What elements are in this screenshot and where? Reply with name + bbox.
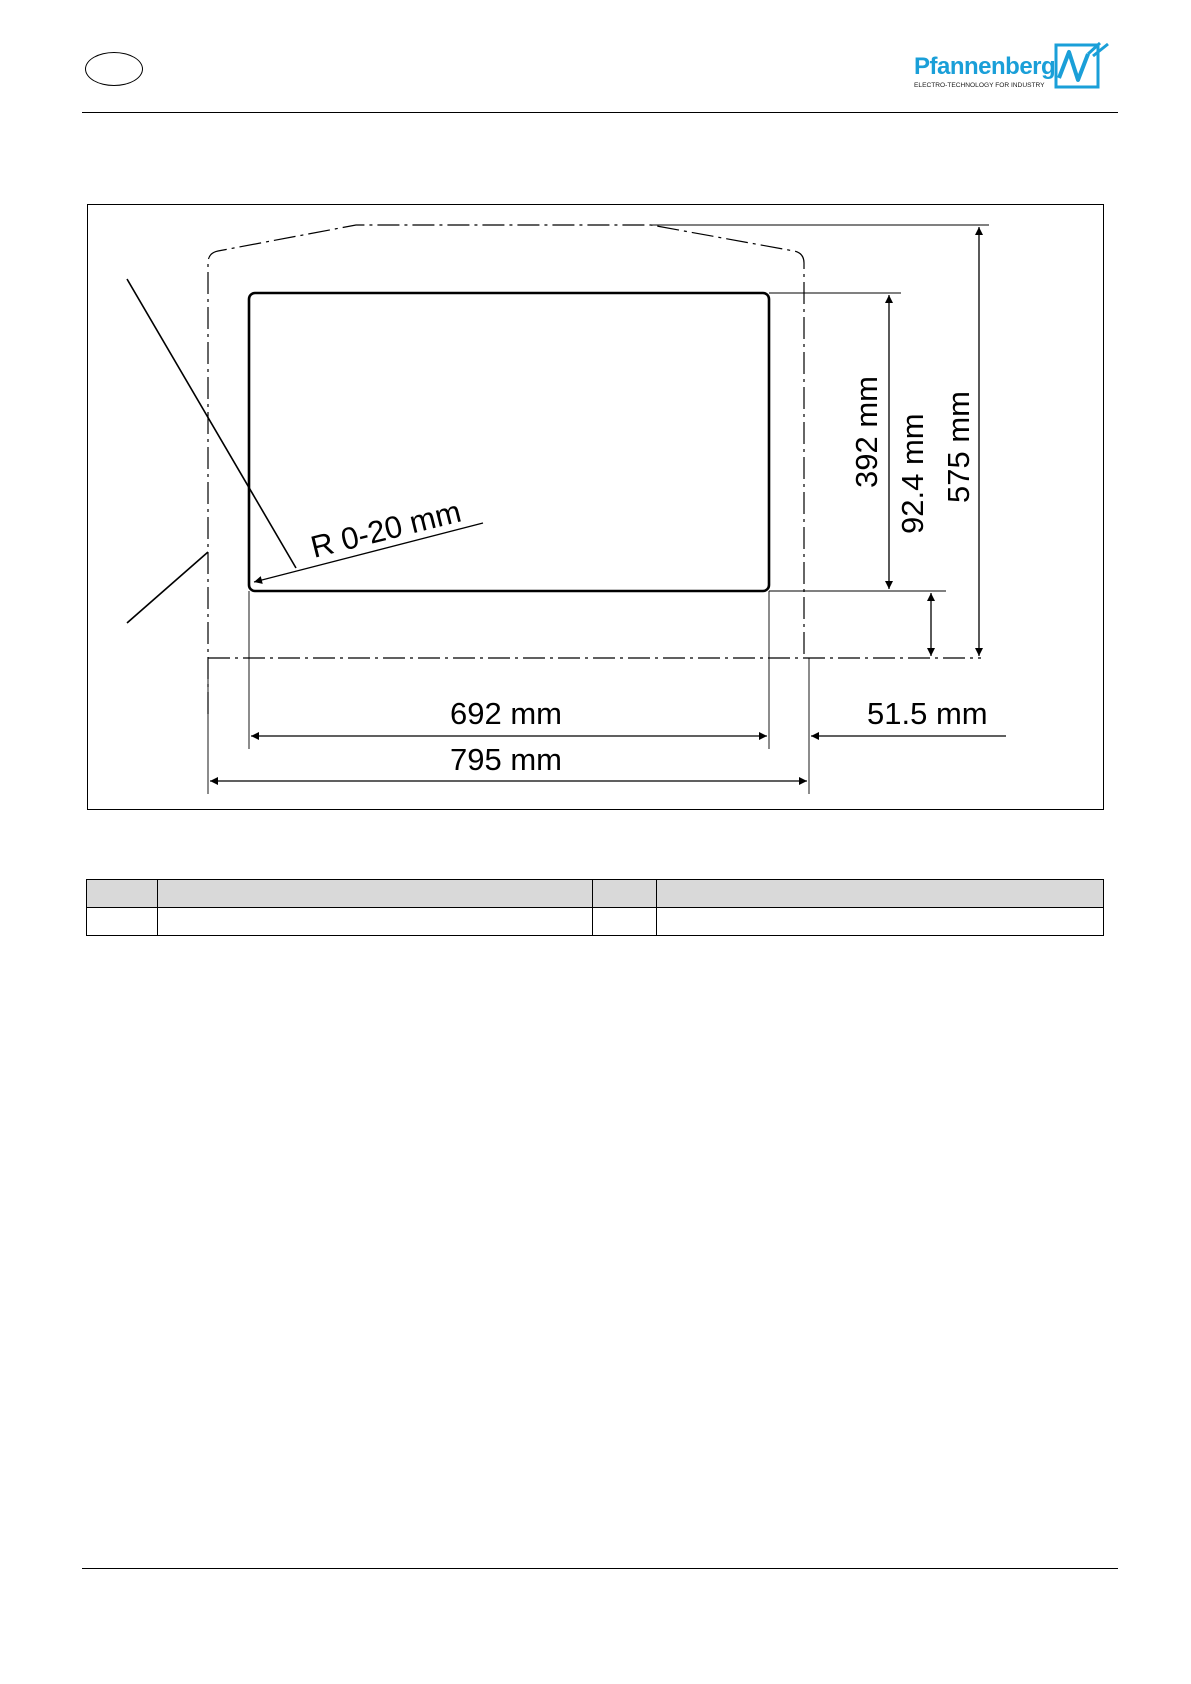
width-inner-label: 692 mm: [450, 696, 562, 731]
legend-cell: [158, 908, 593, 936]
cutout-drawing: [88, 205, 1103, 809]
legend-table: [86, 879, 1104, 936]
legend-header-row: [87, 880, 1104, 908]
logo-tagline: ELECTRO-TECHNOLOGY FOR INDUSTRY: [914, 82, 1045, 89]
height-inner-label: 392 mm: [849, 376, 884, 488]
drawing-frame: [87, 204, 1104, 810]
height-total-label: 575 mm: [941, 391, 976, 503]
radius-label: R 0-20 mm: [307, 493, 465, 565]
footer-divider: [82, 1568, 1118, 1569]
legend-cell: [87, 908, 158, 936]
legend-row: [87, 908, 1104, 936]
logo-wave-icon: [1056, 43, 1108, 87]
legend-header-cell: [87, 880, 158, 908]
leader-line-outline: [127, 552, 208, 623]
legend-header-cell: [158, 880, 593, 908]
language-badge: [85, 52, 143, 86]
logo-brand-name: Pfannenberg: [914, 53, 1056, 80]
legend-cell: [593, 908, 657, 936]
offset-side-label: 51.5 mm: [867, 696, 988, 731]
device-outline: [208, 225, 804, 714]
width-outer-label: 795 mm: [450, 742, 562, 777]
header-divider: [82, 112, 1118, 113]
legend-header-cell: [593, 880, 657, 908]
company-logo: [912, 42, 1117, 92]
height-bottom-label: 92.4 mm: [895, 413, 930, 534]
legend-header-cell: [657, 880, 1104, 908]
leader-line-radius: [127, 279, 296, 568]
legend-cell: [657, 908, 1104, 936]
